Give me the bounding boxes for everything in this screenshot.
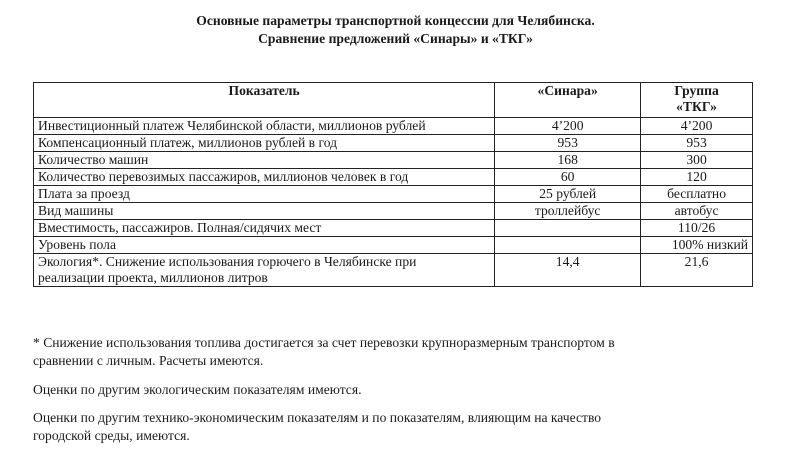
ecology-sinara-value: 14,4	[495, 254, 641, 287]
row-sinara-value: 60	[495, 169, 641, 186]
header-tkg-line-2: «ТКГ»	[676, 99, 717, 114]
title-line-2: Сравнение предложений «Синары» и «ТКГ»	[258, 31, 533, 46]
row-indicator: Вид машины	[34, 203, 495, 220]
row-sinara-value	[495, 220, 641, 237]
row-indicator: Инвестиционный платеж Челябинской области, миллионов рублей	[34, 118, 495, 135]
table-row	[34, 169, 753, 186]
ecology-indicator-line-2: реализации проекта, миллионов литров	[38, 270, 268, 285]
table-row	[34, 220, 753, 237]
row-sinara-value: троллейбус	[495, 203, 641, 220]
note-technical-line-2: городской среды, имеются.	[33, 428, 190, 443]
row-tkg-value: бесплатно	[641, 186, 753, 203]
row-indicator: Количество перевозимых пассажиров, миллионов человек в год	[34, 169, 495, 186]
title-line-1: Основные параметры транспортной концессии для Челябинска.	[196, 13, 595, 28]
table-header-row	[34, 83, 753, 118]
footnote-fuel-line-2: сравнении с личным. Расчеты имеются.	[33, 353, 264, 368]
row-indicator: Вместимость, пассажиров. Полная/сидячих мест	[34, 220, 495, 237]
footnote-fuel-line-1: * Снижение использования топлива достигается за счет перевозки крупноразмерным транспортом в	[33, 335, 615, 350]
table-row	[34, 135, 753, 152]
row-sinara-value: 25 рублей	[495, 186, 641, 203]
table-row	[34, 152, 753, 169]
row-tkg-value: автобус	[641, 203, 753, 220]
document-title	[0, 12, 791, 48]
ecology-tkg-value: 21,6	[641, 254, 753, 287]
table-row	[34, 118, 753, 135]
ecology-indicator	[34, 254, 495, 287]
footnote-fuel	[33, 334, 733, 370]
row-indicator: Уровень пола	[34, 237, 495, 254]
ecology-indicator-line-1: Экология*. Снижение использования горючего в Челябинске при	[38, 254, 417, 269]
row-tkg-value: 300	[641, 152, 753, 169]
row-indicator: Количество машин	[34, 152, 495, 169]
row-sinara-value: 953	[495, 135, 641, 152]
row-indicator: Плата за проезд	[34, 186, 495, 203]
row-tkg-value: 953	[641, 135, 753, 152]
table-row	[34, 237, 753, 254]
parameters-table	[33, 82, 753, 287]
row-indicator: Компенсационный платеж, миллионов рублей в год	[34, 135, 495, 152]
note-technical-line-1: Оценки по другим технико-экономическим показателям и по показателям, влияющим на качество	[33, 410, 602, 425]
row-sinara-value	[495, 237, 641, 254]
table-row	[34, 186, 753, 203]
header-tkg-line-1: Группа	[674, 83, 719, 98]
row-tkg-value: 120	[641, 169, 753, 186]
row-tkg-value: 100% низкий	[641, 237, 753, 254]
note-ecology: Оценки по другим экологическим показателям имеются.	[33, 382, 362, 397]
table-row-ecology	[34, 254, 753, 287]
note-technical	[33, 409, 733, 445]
table-row	[34, 203, 753, 220]
row-sinara-value: 4’200	[495, 118, 641, 135]
header-tkg	[641, 83, 753, 118]
row-sinara-value: 168	[495, 152, 641, 169]
row-tkg-value: 110/26	[641, 220, 753, 237]
row-tkg-value: 4’200	[641, 118, 753, 135]
header-indicator: Показатель	[34, 83, 495, 118]
header-sinara: «Синара»	[495, 83, 641, 118]
